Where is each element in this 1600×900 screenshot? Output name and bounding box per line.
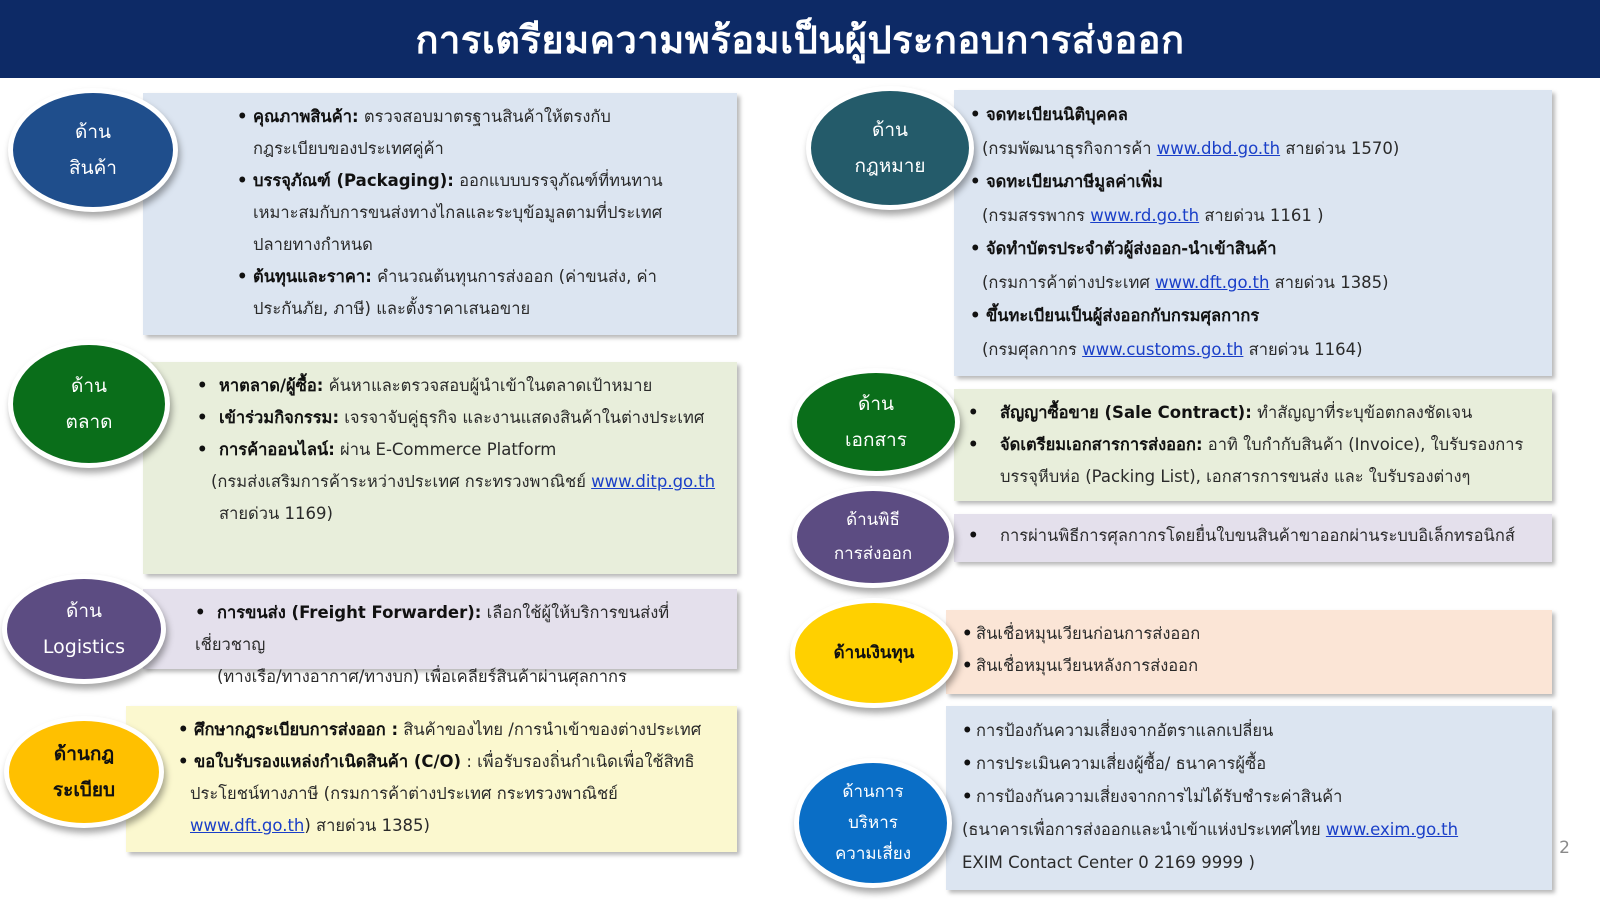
product-label-1: ด้าน bbox=[75, 121, 111, 143]
risk-label-1: ด้านการ bbox=[842, 781, 904, 802]
documents-box bbox=[954, 389, 1552, 501]
documents-label-2: เอกสาร bbox=[845, 429, 907, 451]
logistics-box bbox=[143, 589, 737, 686]
regulation-item-co: • ขอใบรับรองแหล่งกำเนิดสินค้า (C/O) : เพื่อรับรองถิ่นกำเนิดเพื่อใช้สิทธิ bbox=[178, 752, 695, 771]
risk-box bbox=[946, 706, 1552, 890]
product-box bbox=[143, 93, 737, 335]
market-label-1: ด้าน bbox=[71, 375, 107, 397]
legal-circle bbox=[806, 86, 974, 210]
risk-label-2: บริหาร bbox=[848, 812, 898, 833]
risk-item-nonpayment: • การป้องกันความเสี่ยงจากการไม่ได้รับชำระค่าสินค้า bbox=[962, 787, 1343, 806]
regulation-label-1: ด้านกฎ bbox=[53, 743, 115, 765]
dft-link-legal[interactable]: www.dft.go.th bbox=[1155, 272, 1270, 292]
documents-label-1: ด้าน bbox=[858, 393, 894, 415]
risk-circle bbox=[794, 758, 952, 888]
regulation-item-study: • ศึกษากฎระเบียบการส่งออก : สินค้าของไทย /การนำเข้าของต่างประเทศ bbox=[178, 720, 702, 739]
market-circle bbox=[8, 340, 170, 468]
regulation-link-row: www.dft.go.th) สายด่วน 1385) bbox=[190, 816, 430, 835]
ditp-link[interactable]: www.ditp.go.th bbox=[591, 472, 716, 491]
market-item-online: • การค้าออนไลน์: ผ่าน E-Commerce Platform bbox=[197, 440, 557, 459]
finance-circle bbox=[790, 598, 958, 708]
customs-link[interactable]: www.customs.go.th bbox=[1082, 339, 1244, 359]
title-banner bbox=[0, 0, 1600, 78]
page-number: 2 bbox=[1559, 838, 1570, 858]
dbd-link[interactable]: www.dbd.go.th bbox=[1156, 138, 1281, 158]
legal-label-1: ด้าน bbox=[872, 119, 908, 141]
risk-note: (ธนาคารเพื่อการส่งออกและนำเข้าแห่งประเทศไทย www.exim.go.th bbox=[962, 820, 1459, 839]
legal-label-2: กฎหมาย bbox=[854, 155, 926, 177]
logistics-circle bbox=[2, 574, 166, 684]
product-item-quality: • คุณภาพสินค้า: ตรวจสอบมาตรฐานสินค้าให้ตรงกับ กฎระเบียบของประเทศคู่ค้า bbox=[237, 107, 611, 158]
finance-item-pre: • สินเชื่อหมุนเวียนก่อนการส่งออก bbox=[962, 624, 1201, 643]
logistics-item-freight: • การขนส่ง (Freight Forwarder): เลือกใช้ผู้ให้บริการขนส่งที่เชี่ยวชาญ (ทางเรือ/ทางอากาศ/ทางบก) เพื่อเคลียร์สินค้าผ่านศุลกากร bbox=[195, 603, 670, 686]
market-item-events: • เข้าร่วมกิจกรรม: เจรจาจับคู่ธุรกิจ และงานแสดงสินค้าในต่างประเทศ bbox=[197, 408, 705, 427]
risk-label-3: ความเสี่ยง bbox=[834, 843, 912, 864]
finance-label-1: ด้านเงินทุน bbox=[833, 643, 915, 663]
market-note: (กรมส่งเสริมการค้าระหว่างประเทศ กระทรวงพาณิชย์ www.ditp.go.th bbox=[211, 472, 716, 491]
risk-item-buyer: • การประเมินความเสี่ยงผู้ซื้อ/ ธนาคารผู้ซื้อ bbox=[962, 754, 1267, 773]
customs-box bbox=[954, 514, 1552, 562]
rd-link[interactable]: www.rd.go.th bbox=[1090, 205, 1200, 225]
regulation-circle bbox=[4, 716, 164, 828]
dft-link-regulation[interactable]: www.dft.go.th bbox=[190, 816, 305, 835]
product-item-packaging: • บรรจุภัณฑ์ (Packaging): ออกแบบบรรจุภัณฑ์ที่ทนทาน เหมาะสมกับการขนส่งทางไกลและระบุข้อมูลตามที่ประเทศ ปลายทางกำหนด bbox=[237, 171, 663, 254]
customs-label-1: ด้านพิธี bbox=[846, 510, 900, 530]
customs-circle bbox=[792, 486, 954, 588]
documents-circle bbox=[792, 368, 960, 476]
legal-box bbox=[954, 90, 1552, 376]
regulation-label-2: ระเบียบ bbox=[52, 779, 116, 801]
market-box bbox=[143, 362, 737, 574]
documents-item-export-docs: • จัดเตรียมเอกสารการส่งออก: อาทิ ใบกำกับสินค้า (Invoice), ใบรับรองการ บรรจุหีบห่อ (Packing List), เอกสารการขนส่ง และ ใบรับรองต่างๆ bbox=[968, 435, 1524, 486]
market-hotline: สายด่วน 1169) bbox=[219, 504, 333, 523]
market-item-buyers: • หาตลาด/ผู้ซื้อ: ค้นหาและตรวจสอบผู้นำเข้าในตลาดเป้าหมาย bbox=[197, 376, 653, 395]
logistics-label-2: Logistics bbox=[42, 636, 126, 658]
legal-item-customs-register: • ขึ้นทะเบียนเป็นผู้ส่งออกกับกรมศุลกากร (กรมศุลกากร www.customs.go.th สายด่วน 1164) bbox=[970, 306, 1363, 359]
market-label-2: ตลาด bbox=[65, 411, 113, 433]
exim-link[interactable]: www.exim.go.th bbox=[1325, 820, 1459, 839]
legal-item-vat: • จดทะเบียนภาษีมูลค่าเพิ่ม (กรมสรรพากร www.rd.go.th สายด่วน 1161 ) bbox=[970, 172, 1324, 225]
product-label-2: สินค้า bbox=[69, 157, 117, 179]
regulation-box bbox=[126, 706, 737, 852]
documents-item-contract: • สัญญาซื้อขาย (Sale Contract): ทำสัญญาที่ระบุข้อตกลงชัดเจน bbox=[968, 403, 1473, 422]
risk-item-fx: • การป้องกันความเสี่ยงจากอัตราแลกเปลี่ยน bbox=[962, 721, 1274, 740]
finance-item-post: • สินเชื่อหมุนเวียนหลังการส่งออก bbox=[962, 656, 1199, 675]
product-circle bbox=[8, 88, 178, 212]
finance-box bbox=[946, 610, 1552, 694]
legal-item-company: • จดทะเบียนนิติบุคคล (กรมพัฒนาธุรกิจการค้า www.dbd.go.th สายด่วน 1570) bbox=[970, 105, 1400, 158]
product-item-cost: • ต้นทุนและราคา: คำนวณต้นทุนการส่งออก (ค่าขนส่ง, ค่า ประกันภัย, ภาษี) และตั้งราคาเสนอขาย bbox=[237, 267, 657, 318]
risk-contact: EXIM Contact Center 0 2169 9999 ) bbox=[962, 853, 1255, 872]
page-title: การเตรียมความพร้อมเป็นผู้ประกอบการส่งออก bbox=[415, 17, 1185, 62]
customs-item-electronic: • การผ่านพิธีการศุลกากรโดยยื่นใบขนสินค้าขาออกผ่านระบบอิเล็กทรอนิกส์ bbox=[968, 526, 1515, 545]
customs-label-2: การส่งออก bbox=[833, 544, 913, 564]
legal-item-exporter-card: • จัดทำบัตรประจำตัวผู้ส่งออก-นำเข้าสินค้า (กรมการค้าต่างประเทศ www.dft.go.th สายด่วน 1385) bbox=[970, 239, 1389, 292]
regulation-cont: ประโยชน์ทางภาษี (กรมการค้าต่างประเทศ กระทรวงพาณิชย์ bbox=[190, 784, 618, 803]
logistics-label-1: ด้าน bbox=[66, 600, 102, 622]
